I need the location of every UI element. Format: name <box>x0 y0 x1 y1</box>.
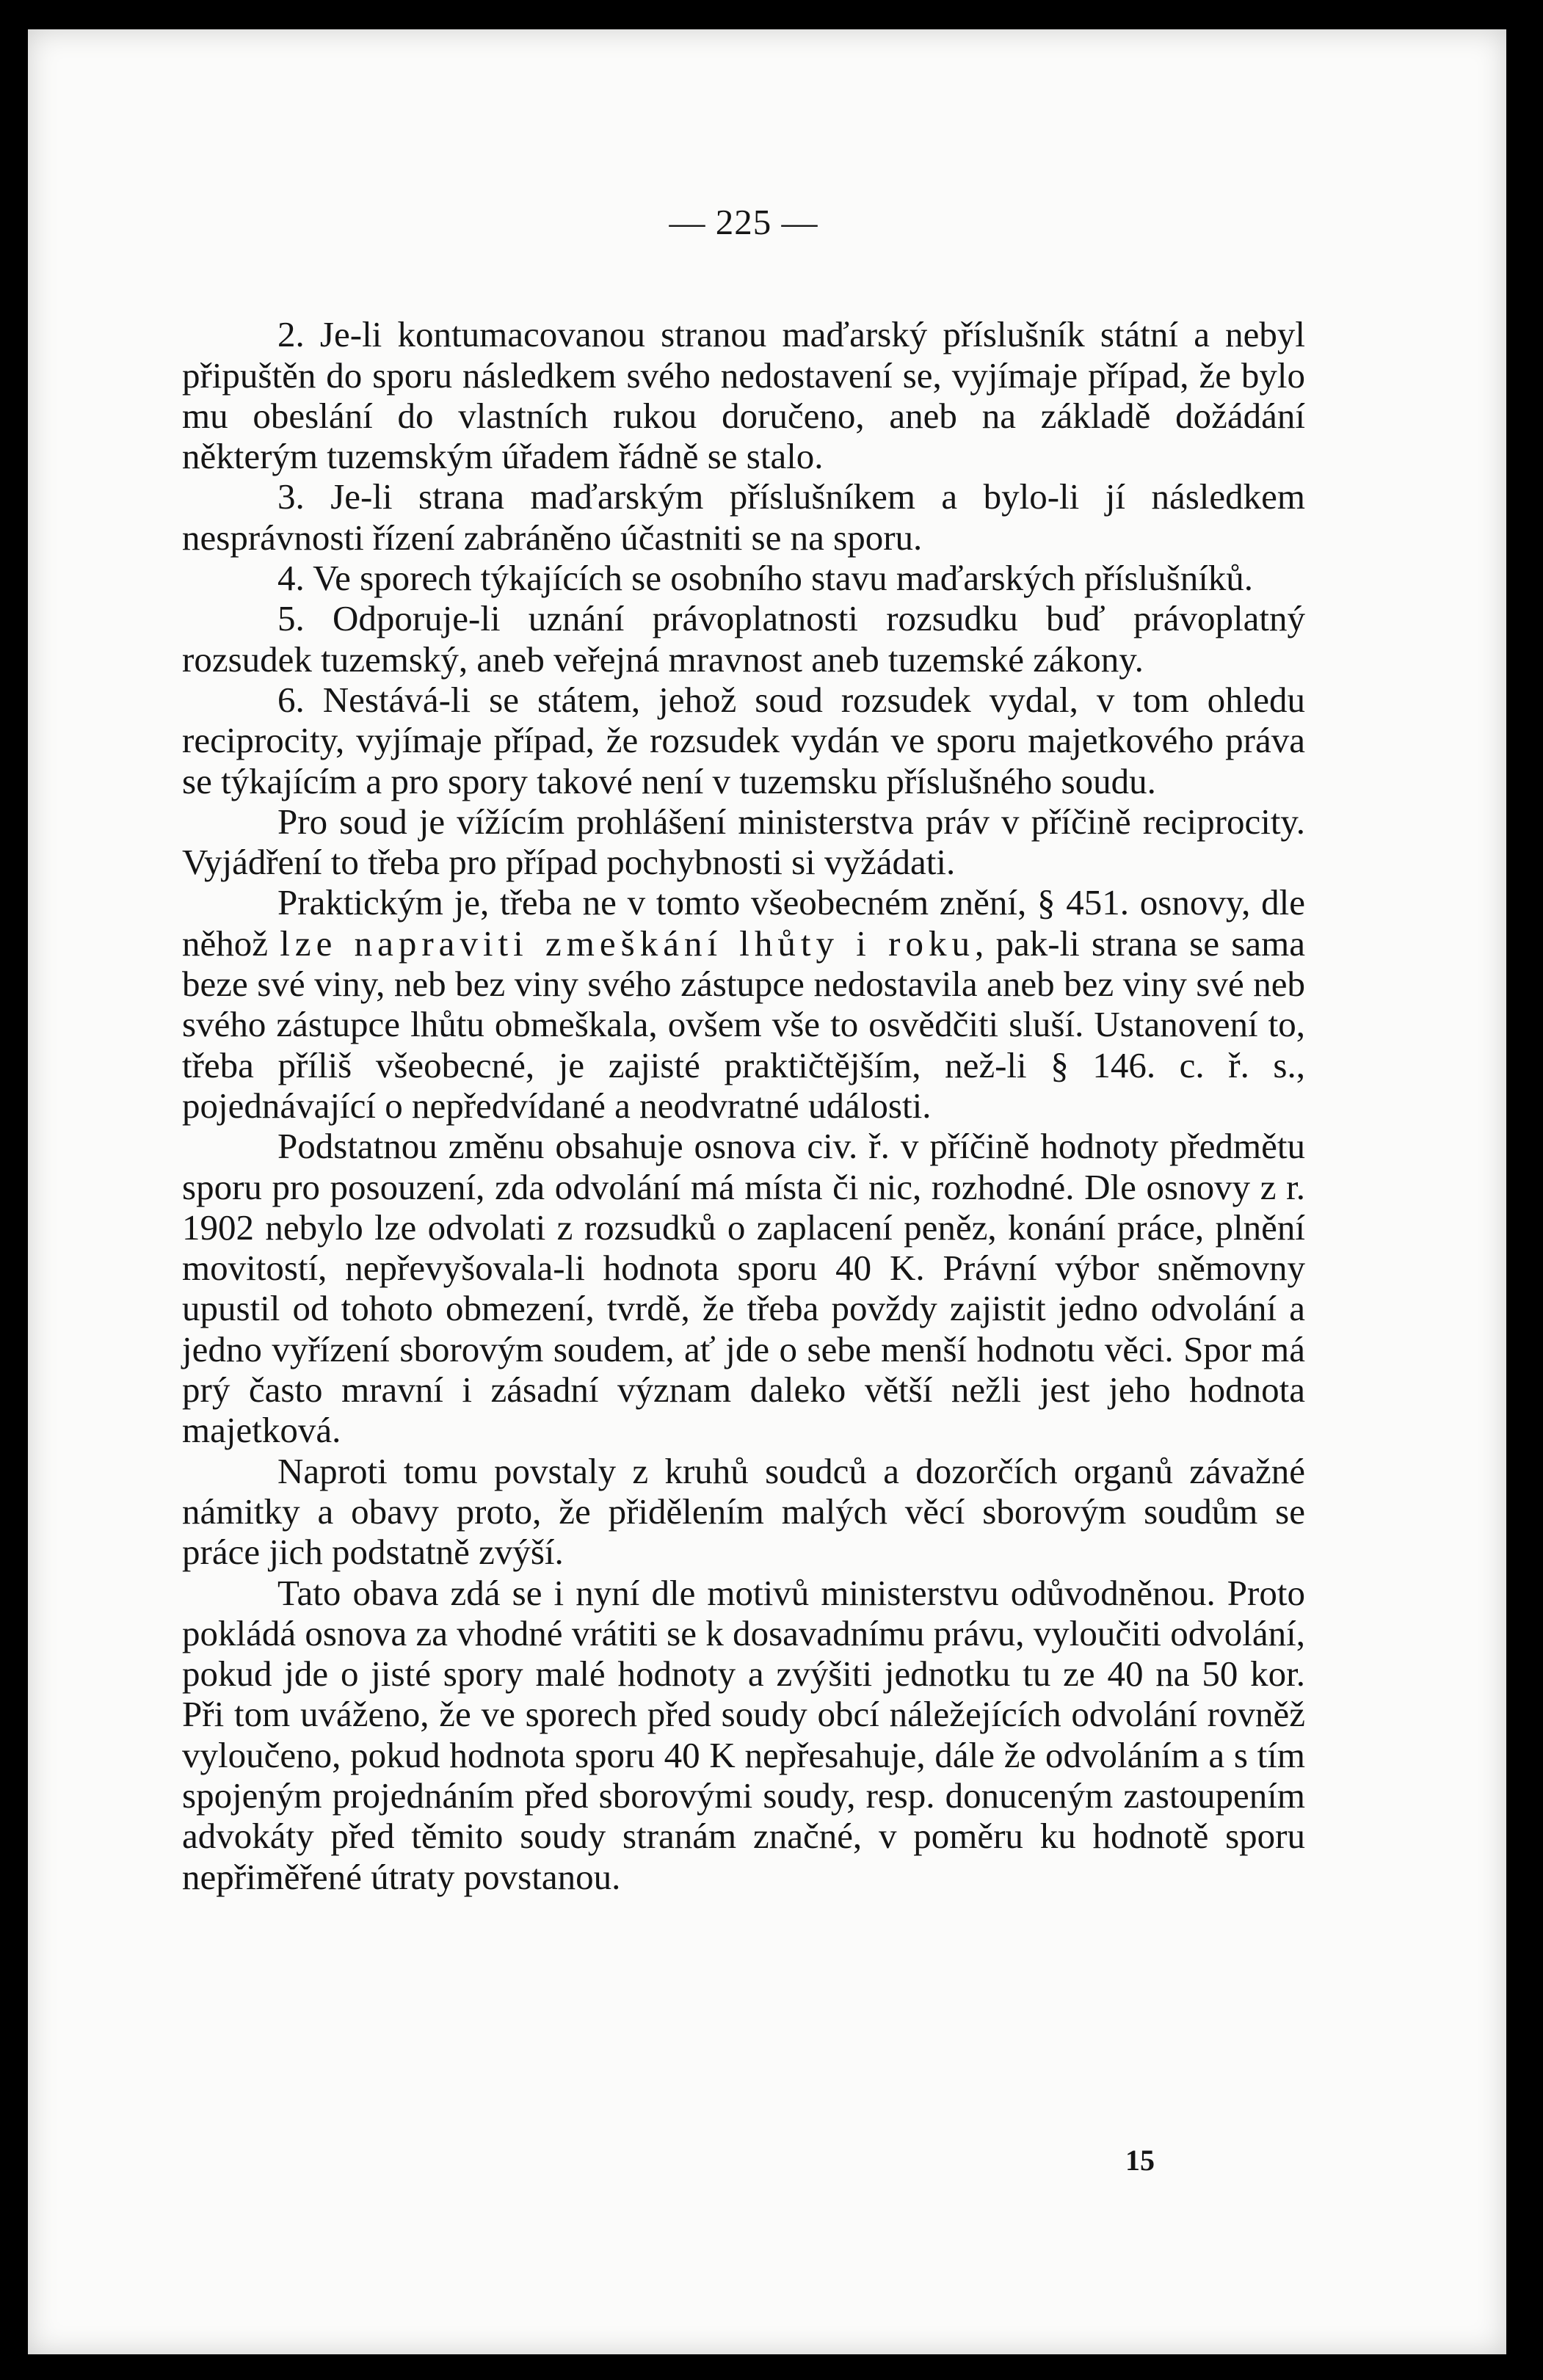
paragraph-practical-start: Praktickým je, třeba ne v tomto všeobecném znění, § 451. osnovy, dle něhož <box>182 882 1305 964</box>
page-text-block <box>182 202 1305 1897</box>
spaced-emphasis: lze napraviti zmeškání lhůty i roku <box>280 922 975 964</box>
paragraph-practical <box>182 882 1305 1126</box>
paragraph-value-change: Podstatnou změnu obsahuje osnova civ. ř. v příčině hodnoty předmětu sporu pro posouzení, zda odvolání má místa či nic, rozhodné. Dle osnovy z r. 1902 nebylo lze odvolati z rozsudků o zaplacení peněz, konání práce, plnění movitostí, nepřevyšovala-li hodnota sporu 40 K. Právní výbor sněmovny upustil od tohoto obmezení, tvrdě, že třeba povždy zajistit jedno odvolání a jedno vyřízení sborovým soudem, ať jde o sebe menší hodnotu věci. Spor má prý často mravní i zásadní význam daleko větší nežli jest jeho hodnota majetková. <box>182 1126 1305 1451</box>
paragraph-item-3: 3. Je-li strana maďarským příslušníkem a bylo-li jí následkem nesprávnosti řízení zabráněno účastniti se na sporu. <box>182 476 1305 558</box>
paragraph-item-6: 6. Nestává-li se státem, jehož soud rozsudek vydal, v tom ohledu reciprocity, vyjímaje případ, že rozsudek vydán ve sporu majetkového práva se týkajícím a pro spory takové není v tuzemsku příslušného soudu. <box>182 679 1305 801</box>
paragraph-reciprocity: Pro soud je vížícím prohlášení ministerstva práv v příčině reciprocity. Vyjádření to třeba pro případ pochybnosti si vyžádati. <box>182 801 1305 883</box>
paragraph-item-5: 5. Odporuje-li uznání právoplatnosti rozsudku buď právoplatný rozsudek tuzemský, aneb veřejná mravnost aneb tuzemské zákony. <box>182 598 1305 680</box>
paragraph-item-2: 2. Je-li kontumacovanou stranou maďarský příslušník státní a nebyl připuštěn do sporu následkem svého nedostavení se, vyjímaje případ, že bylo mu obeslání do vlastních rukou doručeno, aneb na základě dožádání některým tuzemským úřadem řádně se stalo. <box>182 314 1305 477</box>
page-number: — 225 — <box>669 202 818 242</box>
paragraph-objections: Naproti tomu povstaly z kruhů soudců a dozorčích organů závažné námitky a obavy proto, že přidělením malých věcí sborovým soudům se práce jich podstatně zvýší. <box>182 1450 1305 1573</box>
paragraph-practical-end: , pak-li strana se sama beze své viny, neb bez viny svého zástupce nedostavila aneb bez viny své neb svého zástupce lhůtu obmeškala, ovšem vše to osvědčiti sluší. Ustanovení to, třeba příliš všeobecné, je zajisté praktičtějším, než-li § 146. c. ř. s., pojednávající o nepředvídané a neodvratné události. <box>182 922 1306 1126</box>
printer-signature-mark: 15 <box>1125 2144 1155 2177</box>
paragraph-concern: Tato obava zdá se i nyní dle motivů ministerstvu odůvodněnou. Proto pokládá osnova za vhodné vrátiti se k dosavadnímu právu, vyloučiti odvolání, pokud jde o jisté spory malé hodnoty a zvýšiti jednotku tu ze 40 na 50 kor. Při tom uváženo, že ve sporech před soudy obcí náležejících odvolání rovněž vyloučeno, pokud hodnota sporu 40 K nepřesahuje, dále že odvoláním a s tím spojeným projednáním před sborovými soudy, resp. donuceným zastoupením advokáty před těmito soudy stranám značné, v poměru ku hodnotě sporu nepřiměřené útraty povstanou. <box>182 1572 1305 1897</box>
book-page <box>28 29 1506 2354</box>
paragraph-item-4: 4. Ve sporech týkajících se osobního stavu maďarských příslušníků. <box>277 558 1254 599</box>
